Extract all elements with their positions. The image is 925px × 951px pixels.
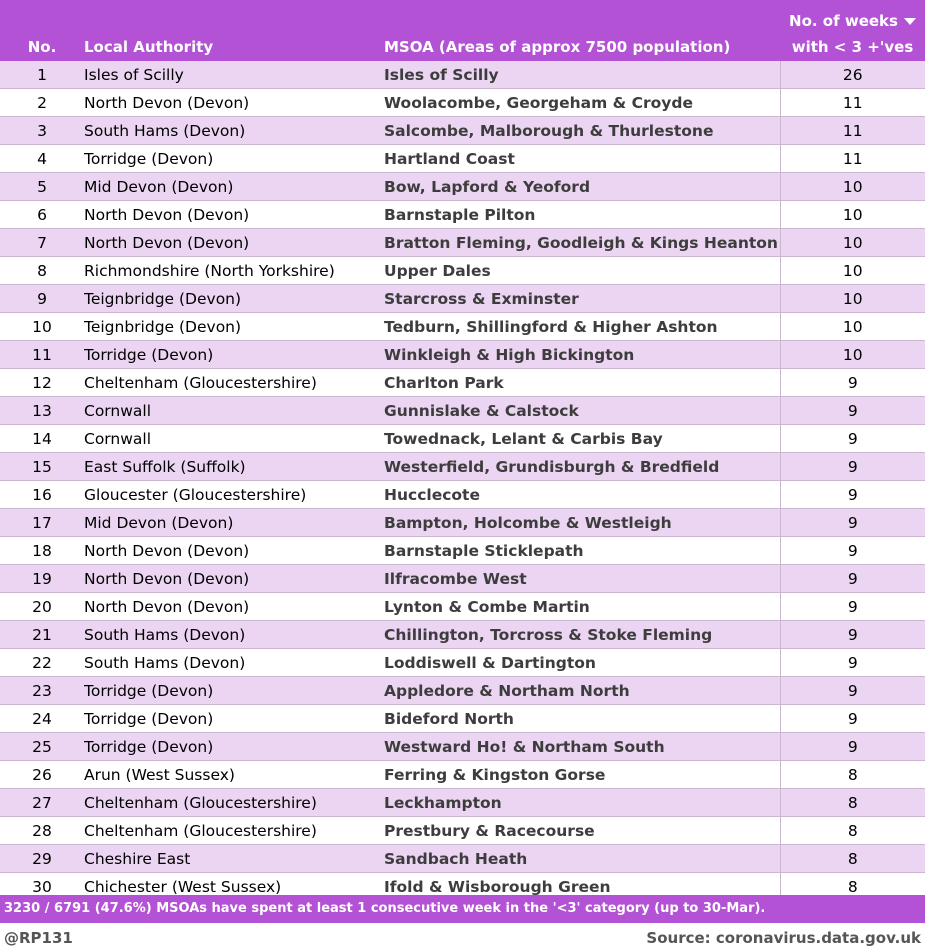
weeks-cell: 8 <box>780 761 925 789</box>
table-row <box>0 89 925 117</box>
local-authority-cell: North Devon (Devon) <box>84 201 384 229</box>
weeks-cell: 10 <box>780 313 925 341</box>
weeks-cell: 9 <box>780 537 925 565</box>
weeks-cell: 9 <box>780 705 925 733</box>
msoa-cell: Bratton Fleming, Goodleigh & Kings Heanton <box>384 229 780 257</box>
msoa-cell: Lynton & Combe Martin <box>384 593 780 621</box>
row-number: 29 <box>0 845 84 873</box>
msoa-cell: Bideford North <box>384 705 780 733</box>
row-number: 6 <box>0 201 84 229</box>
weeks-cell: 10 <box>780 201 925 229</box>
local-authority-cell: North Devon (Devon) <box>84 229 384 257</box>
credit: @RP131 <box>4 929 73 947</box>
msoa-cell: Sandbach Heath <box>384 845 780 873</box>
table-row <box>0 565 925 593</box>
msoa-cell: Winkleigh & High Bickington <box>384 341 780 369</box>
msoa-cell: Westward Ho! & Northam South <box>384 733 780 761</box>
local-authority-cell: Cheltenham (Gloucestershire) <box>84 369 384 397</box>
table-row <box>0 453 925 481</box>
row-number: 2 <box>0 89 84 117</box>
msoa-cell: Barnstaple Pilton <box>384 201 780 229</box>
footer-note: 3230 / 6791 (47.6%) MSOAs have spent at least 1 consecutive week in the '<3' category (up to 30-Mar). <box>0 895 925 923</box>
local-authority-cell: South Hams (Devon) <box>84 117 384 145</box>
weeks-cell: 9 <box>780 397 925 425</box>
row-number: 24 <box>0 705 84 733</box>
local-authority-cell: Gloucester (Gloucestershire) <box>84 481 384 509</box>
local-authority-cell: North Devon (Devon) <box>84 89 384 117</box>
source-label: Source: coronavirus.data.gov.uk <box>646 929 921 947</box>
weeks-cell: 9 <box>780 509 925 537</box>
table-row <box>0 509 925 537</box>
msoa-cell: Appledore & Northam North <box>384 677 780 705</box>
row-number: 17 <box>0 509 84 537</box>
row-number: 9 <box>0 285 84 313</box>
local-authority-cell: Arun (West Sussex) <box>84 761 384 789</box>
weeks-cell: 8 <box>780 845 925 873</box>
local-authority-cell: North Devon (Devon) <box>84 593 384 621</box>
msoa-cell: Hucclecote <box>384 481 780 509</box>
msoa-cell: Barnstaple Sticklepath <box>384 537 780 565</box>
table-row <box>0 789 925 817</box>
local-authority-cell: Torridge (Devon) <box>84 705 384 733</box>
table-row <box>0 61 925 89</box>
header-weeks-line1: No. of weeks <box>789 12 898 30</box>
weeks-cell: 9 <box>780 677 925 705</box>
table-row <box>0 537 925 565</box>
local-authority-cell: Cornwall <box>84 425 384 453</box>
row-number: 5 <box>0 173 84 201</box>
msoa-cell: Starcross & Exminster <box>384 285 780 313</box>
table-row <box>0 621 925 649</box>
local-authority-cell: Torridge (Devon) <box>84 677 384 705</box>
row-number: 14 <box>0 425 84 453</box>
msoa-cell: Gunnislake & Calstock <box>384 397 780 425</box>
weeks-cell: 10 <box>780 285 925 313</box>
weeks-cell: 9 <box>780 453 925 481</box>
table-row <box>0 369 925 397</box>
header-no: No. <box>0 0 84 61</box>
local-authority-cell: Torridge (Devon) <box>84 145 384 173</box>
msoa-cell: Bampton, Holcombe & Westleigh <box>384 509 780 537</box>
local-authority-cell: Richmondshire (North Yorkshire) <box>84 257 384 285</box>
msoa-cell: Westerfield, Grundisburgh & Bredfield <box>384 453 780 481</box>
table-row <box>0 341 925 369</box>
table-row <box>0 845 925 873</box>
local-authority-cell: North Devon (Devon) <box>84 565 384 593</box>
row-number: 18 <box>0 537 84 565</box>
header-weeks[interactable] <box>780 0 925 61</box>
msoa-cell: Woolacombe, Georgeham & Croyde <box>384 89 780 117</box>
row-number: 8 <box>0 257 84 285</box>
local-authority-cell: Cheshire East <box>84 845 384 873</box>
table-row <box>0 145 925 173</box>
row-number: 3 <box>0 117 84 145</box>
weeks-cell: 8 <box>780 789 925 817</box>
weeks-cell: 10 <box>780 257 925 285</box>
table-row <box>0 285 925 313</box>
row-number: 22 <box>0 649 84 677</box>
weeks-cell: 9 <box>780 621 925 649</box>
table-row <box>0 761 925 789</box>
row-number: 19 <box>0 565 84 593</box>
weeks-cell: 9 <box>780 593 925 621</box>
local-authority-cell: Chichester (West Sussex) <box>84 873 384 901</box>
msoa-cell: Ferring & Kingston Gorse <box>384 761 780 789</box>
row-number: 7 <box>0 229 84 257</box>
msoa-cell: Salcombe, Malborough & Thurlestone <box>384 117 780 145</box>
row-number: 25 <box>0 733 84 761</box>
local-authority-cell: Torridge (Devon) <box>84 341 384 369</box>
weeks-cell: 8 <box>780 873 925 901</box>
row-number: 16 <box>0 481 84 509</box>
msoa-cell: Leckhampton <box>384 789 780 817</box>
msoa-cell: Ifold & Wisborough Green <box>384 873 780 901</box>
weeks-cell: 11 <box>780 89 925 117</box>
row-number: 11 <box>0 341 84 369</box>
row-number: 23 <box>0 677 84 705</box>
row-number: 12 <box>0 369 84 397</box>
row-number: 15 <box>0 453 84 481</box>
header-local-authority: Local Authority <box>84 0 384 61</box>
local-authority-cell: Mid Devon (Devon) <box>84 173 384 201</box>
weeks-cell: 9 <box>780 565 925 593</box>
row-number: 30 <box>0 873 84 901</box>
row-number: 10 <box>0 313 84 341</box>
weeks-cell: 9 <box>780 649 925 677</box>
row-number: 21 <box>0 621 84 649</box>
weeks-cell: 9 <box>780 733 925 761</box>
local-authority-cell: Cornwall <box>84 397 384 425</box>
local-authority-cell: Cheltenham (Gloucestershire) <box>84 817 384 845</box>
msoa-cell: Hartland Coast <box>384 145 780 173</box>
local-authority-cell: South Hams (Devon) <box>84 649 384 677</box>
header-msoa: MSOA (Areas of approx 7500 population) <box>384 0 780 61</box>
table-row <box>0 593 925 621</box>
weeks-cell: 9 <box>780 425 925 453</box>
table-header <box>0 0 925 61</box>
local-authority-cell: Teignbridge (Devon) <box>84 313 384 341</box>
table-row <box>0 425 925 453</box>
msoa-cell: Isles of Scilly <box>384 61 780 89</box>
row-number: 20 <box>0 593 84 621</box>
local-authority-cell: North Devon (Devon) <box>84 537 384 565</box>
msoa-cell: Bow, Lapford & Yeoford <box>384 173 780 201</box>
weeks-cell: 10 <box>780 341 925 369</box>
local-authority-cell: Teignbridge (Devon) <box>84 285 384 313</box>
header-weeks-line2: with < 3 +'ves <box>791 38 914 56</box>
local-authority-cell: Cheltenham (Gloucestershire) <box>84 789 384 817</box>
msoa-cell: Ilfracombe West <box>384 565 780 593</box>
msoa-cell: Tedburn, Shillingford & Higher Ashton <box>384 313 780 341</box>
weeks-cell: 11 <box>780 117 925 145</box>
msoa-cell: Upper Dales <box>384 257 780 285</box>
table-row <box>0 257 925 285</box>
local-authority-cell: East Suffolk (Suffolk) <box>84 453 384 481</box>
table-row <box>0 397 925 425</box>
weeks-cell: 8 <box>780 817 925 845</box>
row-number: 1 <box>0 61 84 89</box>
local-authority-cell: Isles of Scilly <box>84 61 384 89</box>
table-body <box>0 61 925 901</box>
weeks-cell: 10 <box>780 173 925 201</box>
msoa-cell: Chillington, Torcross & Stoke Fleming <box>384 621 780 649</box>
msoa-cell: Prestbury & Racecourse <box>384 817 780 845</box>
weeks-cell: 10 <box>780 229 925 257</box>
table-row <box>0 649 925 677</box>
msoa-cell: Towednack, Lelant & Carbis Bay <box>384 425 780 453</box>
table-row <box>0 677 925 705</box>
table-row <box>0 173 925 201</box>
table-row <box>0 481 925 509</box>
local-authority-cell: Torridge (Devon) <box>84 733 384 761</box>
weeks-cell: 26 <box>780 61 925 89</box>
msoa-cell: Charlton Park <box>384 369 780 397</box>
table-row <box>0 733 925 761</box>
table-row <box>0 117 925 145</box>
table-row <box>0 313 925 341</box>
msoa-cell: Loddiswell & Dartington <box>384 649 780 677</box>
local-authority-cell: South Hams (Devon) <box>84 621 384 649</box>
table-row <box>0 201 925 229</box>
local-authority-cell: Mid Devon (Devon) <box>84 509 384 537</box>
weeks-cell: 9 <box>780 481 925 509</box>
table-row <box>0 817 925 845</box>
weeks-cell: 9 <box>780 369 925 397</box>
sort-descending-icon[interactable] <box>904 18 916 25</box>
weeks-cell: 11 <box>780 145 925 173</box>
row-number: 26 <box>0 761 84 789</box>
row-number: 4 <box>0 145 84 173</box>
row-number: 13 <box>0 397 84 425</box>
table-row <box>0 229 925 257</box>
table-row <box>0 705 925 733</box>
row-number: 28 <box>0 817 84 845</box>
row-number: 27 <box>0 789 84 817</box>
